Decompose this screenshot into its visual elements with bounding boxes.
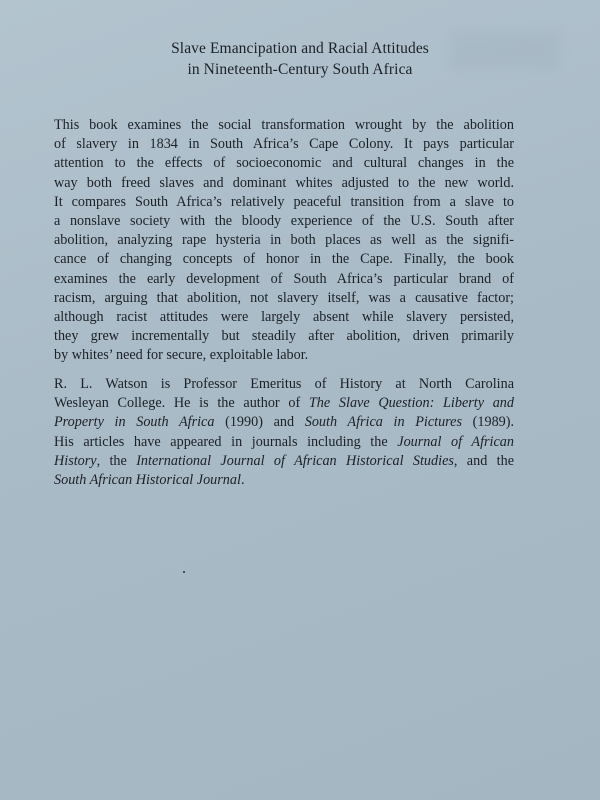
description-line: although racist attitudes were largely absent while slavery persisted, xyxy=(54,309,514,326)
bio-line-4 xyxy=(54,433,514,452)
description-line: they grew incrementally but steadily after abolition, driven primarily xyxy=(54,328,514,345)
bio-line-3 xyxy=(54,413,514,432)
description-line: It compares South Africa’s relatively peaceful transition from a slave to xyxy=(54,193,514,210)
bio-line-5 xyxy=(54,452,514,471)
description-line: This book examines the social transformation wrought by the abolition xyxy=(54,117,514,133)
description-line: by whites’ need for secure, exploitable labor. xyxy=(54,347,309,364)
book-title xyxy=(0,38,600,80)
description-line: cance of changing concepts of honor in the Cape. Finally, the book xyxy=(54,251,514,268)
bio-line-1 xyxy=(54,375,514,394)
bio-text: (1989). xyxy=(462,414,515,431)
author-bio xyxy=(54,375,514,490)
book-description xyxy=(54,116,514,366)
book-title-south-africa-pictures: South Africa in Pictures xyxy=(304,414,462,431)
book-title-slave-question-cont: Property in South Africa xyxy=(54,414,215,431)
book-title-line-1: Slave Emancipation and Racial Attitudes xyxy=(171,40,429,57)
bio-text: Wesleyan College. He is the author of xyxy=(54,395,301,412)
bio-text: R. L. Watson is Professor Emeritus of History at North Carolina xyxy=(54,376,514,392)
journal-title-african-history-cont: History xyxy=(54,452,97,469)
book-title-line-2: in Nineteenth-Century South Africa xyxy=(187,61,413,78)
description-line: examines the early development of South Africa’s particular brand of xyxy=(54,270,514,287)
description-line: abolition, analyzing rape hysteria in both places as well as the signifi- xyxy=(54,232,514,249)
dust-speck xyxy=(183,571,185,573)
description-line: racism, arguing that abolition, not slavery itself, was a causative factor; xyxy=(54,289,514,306)
bio-line-2 xyxy=(54,394,514,413)
book-title-slave-question: The Slave Question: Liberty and xyxy=(308,395,514,412)
bio-text: (1990) and xyxy=(214,414,305,431)
journal-title-african-history: Journal of African xyxy=(397,433,514,450)
bio-line-6 xyxy=(54,471,514,490)
bio-text: , the xyxy=(96,452,137,469)
bio-text: . xyxy=(240,472,245,489)
description-line: way both freed slaves and dominant whites adjusted to the new world. xyxy=(54,174,514,191)
journal-title-ijahs: International Journal of African Historical Studies xyxy=(136,452,454,469)
description-line: a nonslave society with the bloody experience of the U.S. South after xyxy=(54,213,514,230)
journal-title-sahj: South African Historical Journal xyxy=(54,472,241,489)
bio-text: , and the xyxy=(453,452,514,469)
description-line: attention to the effects of socioeconomic and cultural changes in the xyxy=(54,155,514,172)
description-line: of slavery in 1834 in South Africa’s Cape Colony. It pays particular xyxy=(54,136,514,153)
bio-text: His articles have appeared in journals including the xyxy=(54,433,388,450)
